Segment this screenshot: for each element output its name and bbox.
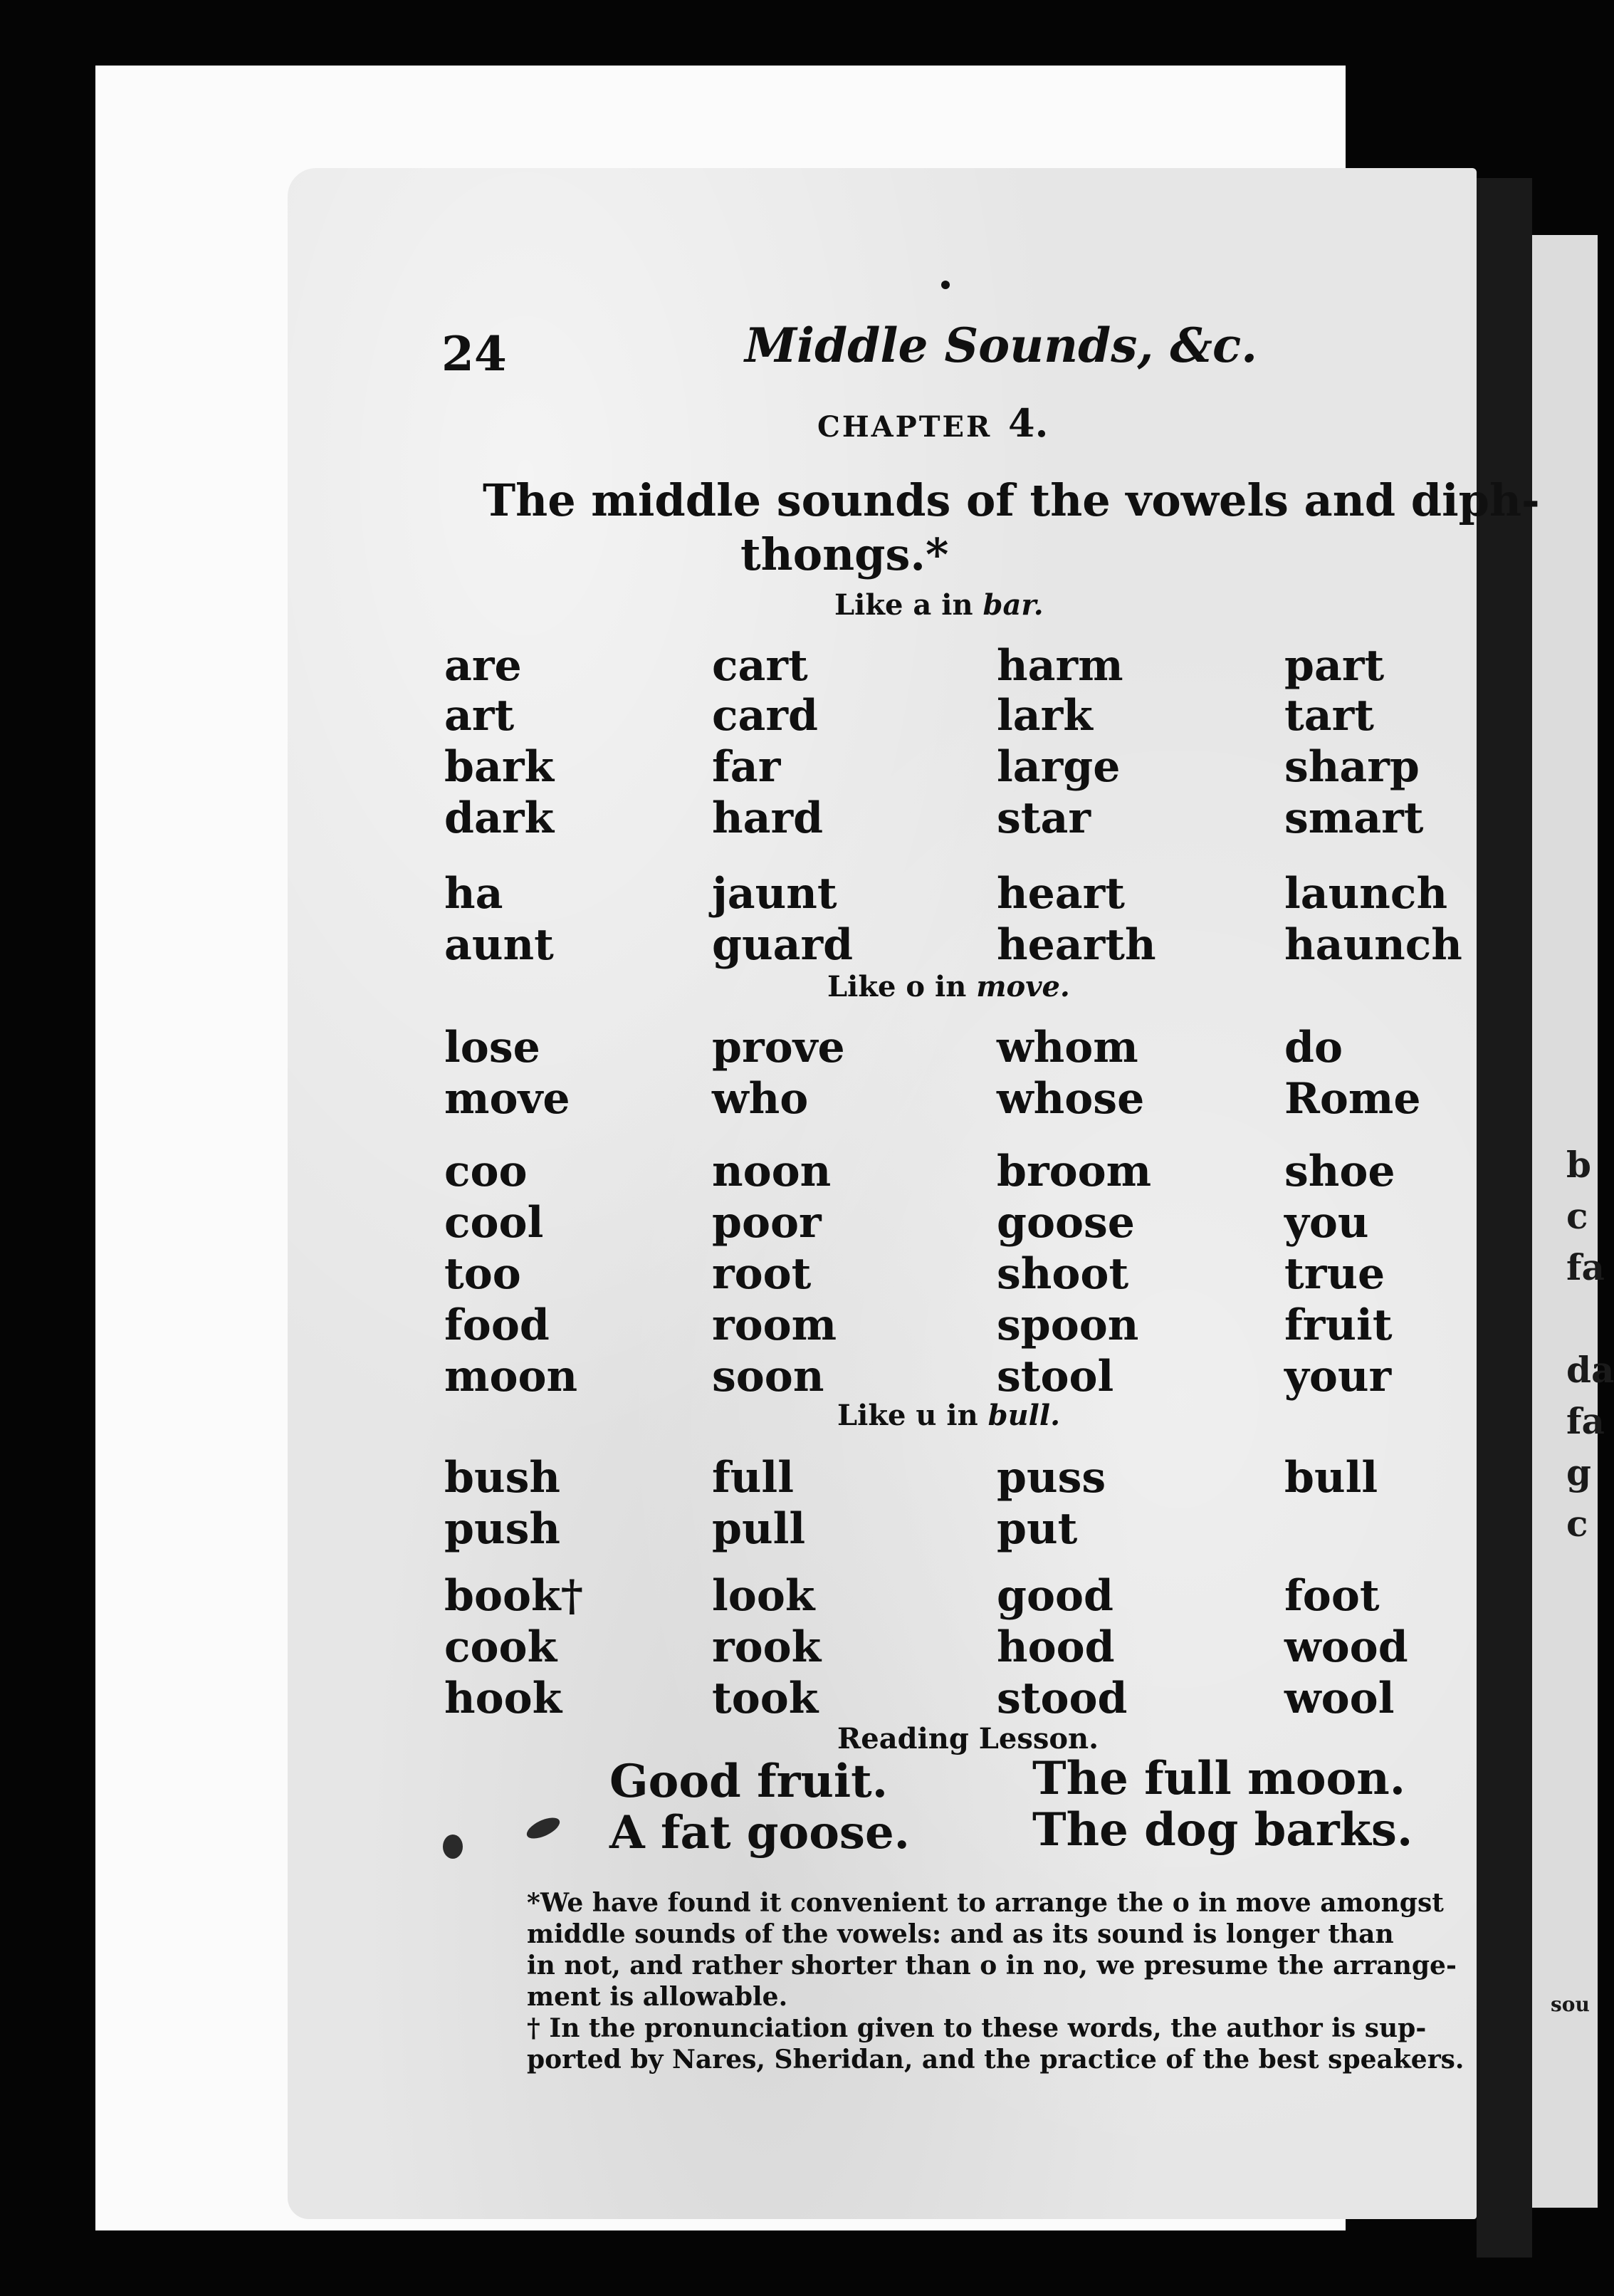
section-heading-word: bull. (987, 1399, 1060, 1432)
section-heading-word: bar. (982, 588, 1044, 622)
word-entry: took (712, 1674, 819, 1723)
word-entry: put (997, 1504, 1078, 1554)
ink-smudge (443, 1835, 463, 1859)
word-entry: stool (997, 1352, 1114, 1402)
footnote-line: middle sounds of the vowels: and as its sound is longer than (527, 1919, 1394, 1949)
word-entry: look (712, 1571, 815, 1621)
word-entry: bull (1284, 1453, 1378, 1503)
word-entry: large (997, 742, 1121, 792)
reading-lesson-heading: Reading Lesson. (837, 1722, 1099, 1755)
word-entry: sharp (1284, 742, 1420, 792)
word-entry: noon (712, 1147, 832, 1196)
word-entry: bark (444, 742, 555, 792)
word-entry: true (1284, 1249, 1385, 1299)
word-entry: bush (444, 1453, 560, 1503)
facing-page-letters: b c fa da fa g c (1566, 1144, 1614, 1545)
reading-line: Good fruit. (609, 1755, 888, 1808)
word-entry: fruit (1284, 1300, 1393, 1350)
word-entry: good (997, 1571, 1113, 1621)
word-entry: do (1284, 1023, 1343, 1073)
word-entry: dark (444, 793, 555, 843)
section-heading (827, 970, 1070, 1003)
word-entry: move (444, 1074, 570, 1124)
word-entry: harm (997, 641, 1123, 691)
word-entry: shoot (997, 1249, 1129, 1299)
footnote-line: ment is allowable. (527, 1982, 788, 2012)
word-entry: push (444, 1504, 560, 1554)
page-number: 24 (441, 326, 507, 382)
word-entry: too (444, 1249, 521, 1299)
word-entry: hood (997, 1622, 1115, 1672)
section-heading-prefix: Like u in (837, 1399, 988, 1432)
word-entry: cook (444, 1622, 557, 1672)
reading-line: A fat goose. (609, 1806, 910, 1859)
word-entry: heart (997, 869, 1125, 919)
word-entry: whose (997, 1074, 1145, 1124)
word-entry: wood (1284, 1622, 1408, 1672)
word-entry: far (712, 742, 781, 792)
word-entry: whom (997, 1023, 1138, 1073)
word-entry: root (712, 1249, 812, 1299)
word-entry: room (712, 1300, 837, 1350)
chapter-title-line-1: The middle sounds of the vowels and diph- (483, 474, 1540, 526)
word-entry: guard (712, 920, 854, 970)
ink-dot (941, 281, 950, 289)
word-entry: ha (444, 869, 503, 919)
word-entry: jaunt (712, 869, 837, 919)
footnote-line: † In the pronunciation given to these words, the author is sup- (527, 2013, 1427, 2043)
footnote-line: in not, and rather shorter than o in no, we presume the arrange- (527, 1951, 1457, 1981)
word-entry: book† (444, 1571, 583, 1621)
chapter-number: 4. (1008, 400, 1049, 446)
word-entry: are (444, 641, 522, 691)
word-entry: lose (444, 1023, 540, 1073)
word-entry: hearth (997, 920, 1156, 970)
footnote-line: *We have found it convenient to arrange the o in move amongst (527, 1888, 1444, 1918)
word-entry: coo (444, 1147, 528, 1196)
word-entry: moon (444, 1352, 578, 1402)
word-entry: part (1284, 641, 1385, 691)
section-heading-prefix: Like o in (827, 970, 977, 1003)
word-entry: puss (997, 1453, 1106, 1503)
word-entry: haunch (1284, 920, 1462, 970)
word-entry: food (444, 1300, 550, 1350)
section-heading (837, 1399, 1060, 1432)
word-entry: soon (712, 1352, 824, 1402)
word-entry: foot (1284, 1571, 1380, 1621)
word-entry: card (712, 691, 818, 741)
word-entry: launch (1284, 869, 1448, 919)
section-heading (834, 588, 1044, 622)
word-entry: tart (1284, 691, 1374, 741)
footnote-line: ported by Nares, Sheridan, and the practice of the best speakers. (527, 2045, 1464, 2075)
reading-line: The dog barks. (1032, 1803, 1413, 1857)
word-entry: Rome (1284, 1074, 1421, 1124)
section-heading-prefix: Like a in (834, 588, 983, 622)
word-entry: cart (712, 641, 808, 691)
chapter-label: CHAPTER (817, 410, 992, 444)
word-entry: stood (997, 1674, 1128, 1723)
word-entry: full (712, 1453, 795, 1503)
word-entry: broom (997, 1147, 1152, 1196)
word-entry: you (1284, 1198, 1369, 1248)
word-entry: poor (712, 1198, 822, 1248)
section-heading-word: move. (976, 970, 1070, 1003)
word-entry: rook (712, 1622, 822, 1672)
word-entry: cool (444, 1198, 544, 1248)
chapter-title-line-2: thongs.* (740, 528, 949, 580)
word-entry: who (712, 1074, 809, 1124)
word-entry: star (997, 793, 1091, 843)
word-entry: shoe (1284, 1147, 1395, 1196)
word-entry: lark (997, 691, 1093, 741)
word-entry: spoon (997, 1300, 1139, 1350)
word-entry: hook (444, 1674, 562, 1723)
word-entry: pull (712, 1504, 806, 1554)
word-entry: art (444, 691, 515, 741)
word-entry: goose (997, 1198, 1135, 1248)
running-head: Middle Sounds, &c. (745, 318, 1258, 373)
word-entry: wool (1284, 1674, 1395, 1723)
word-entry: smart (1284, 793, 1424, 843)
word-entry: your (1284, 1352, 1392, 1402)
word-entry: hard (712, 793, 824, 843)
facing-page-bottom-text: sou (1551, 1993, 1590, 2016)
word-entry: aunt (444, 920, 554, 970)
reading-line: The full moon. (1032, 1752, 1406, 1805)
word-entry: prove (712, 1023, 845, 1073)
